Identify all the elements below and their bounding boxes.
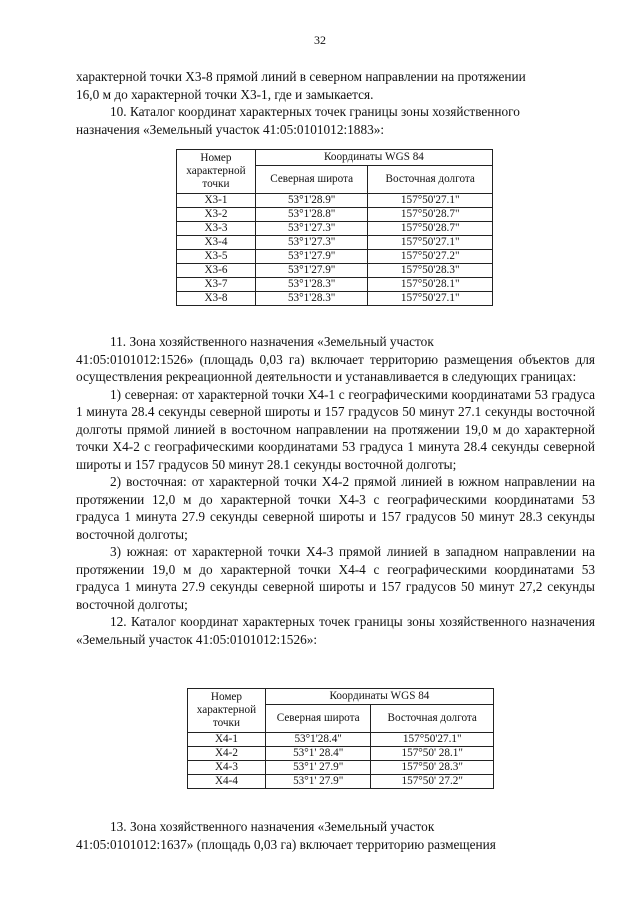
- column-header-lat: Северная широта: [255, 166, 368, 194]
- table-cell: 53°1' 28.4": [265, 747, 371, 761]
- table-cell: 53°1' 27.9": [265, 761, 371, 775]
- paragraph-11-line: 11. Зона хозяйственного назначения «Земельный участок: [110, 334, 434, 349]
- table-cell: 53°1'27.9": [255, 264, 368, 278]
- table-cell: 53°1'28.3": [255, 292, 368, 306]
- table-cell: 157°50'28.7": [368, 208, 493, 222]
- paragraph-12: 12. Каталог координат характерных точек границы зоны хозяйственного назначения «Земельный участок 41:05:0101012:1526»:: [76, 614, 595, 647]
- text-block-3: [76, 818, 595, 853]
- column-header-lon: Восточная долгота: [368, 166, 493, 194]
- table-cell: 53°1'28.4": [265, 733, 371, 747]
- column-header-lon: Восточная долгота: [371, 705, 494, 733]
- column-header-number: Номер характерной точки: [188, 689, 266, 733]
- table-row: [177, 222, 493, 236]
- column-header-group: Координаты WGS 84: [265, 689, 493, 705]
- table-cell: 157°50'27.1": [368, 236, 493, 250]
- table-cell: 53°1'28.9": [255, 194, 368, 208]
- table-row: [177, 264, 493, 278]
- table-row: [188, 747, 494, 761]
- table-cell: Х4-3: [188, 761, 266, 775]
- table-row: [177, 236, 493, 250]
- table-cell: 157°50'27.2": [368, 250, 493, 264]
- paragraph-10-line: назначения «Земельный участок 41:05:0101012:1883»:: [76, 121, 385, 137]
- border-south: 3) южная: от характерной точки Х4-3 прямой линией в западном направлении на протяжении 19,0 м до характерной точки Х4-4 с географическими координатами 53 градуса 1 минута 27.9 секунды северной широты и 157 градусов 50 минут 27,2 секунды восточной долготы;: [76, 544, 595, 612]
- table-row: [177, 250, 493, 264]
- paragraph-11: 41:05:0101012:1526» (площадь 0,03 га) включает территорию размещения объектов для осуществления рекреационной деятельности и устанавливается в следующих границах:: [76, 351, 595, 384]
- table-cell: 157°50'27.1": [371, 733, 494, 747]
- coordinates-table-1: [176, 149, 493, 306]
- page-number: 32: [314, 33, 326, 47]
- column-header-number: Номер характерной точки: [177, 150, 256, 194]
- paragraph-10-line: 10. Каталог координат характерных точек границы зоны хозяйственного: [110, 104, 520, 119]
- text-line: характерной точки Х3-8 прямой линий в северном направлении на протяжении: [76, 69, 526, 84]
- paragraph-13-line: 41:05:0101012:1637» (площадь 0,03 га) включает территорию размещения: [76, 836, 496, 852]
- table-row: [177, 194, 493, 208]
- table-cell: 157°50' 28.3": [371, 761, 494, 775]
- table-cell: 53°1'27.9": [255, 250, 368, 264]
- border-north: 1) северная: от характерной точки Х4-1 с географическими координатами 53 градуса 1 минута 28.4 секунды северной широты и 157 градусов 50 минут 27.1 секунды восточной долготы прямой линией в восточном направлении на протяжении 19,0 м до характерной точки Х4-2 с географическими координатами 53 градуса 1 минута 28.4 секунды северной широты и 157 градусов 50 минут 28.1 секунды восточной долготы;: [76, 386, 595, 472]
- table-cell: 157°50' 27.2": [371, 775, 494, 789]
- table-cell: Х3-5: [177, 250, 256, 264]
- table-cell: Х3-6: [177, 264, 256, 278]
- table-row: [177, 208, 493, 222]
- table-cell: 157°50'27.1": [368, 292, 493, 306]
- paragraph-13-line: 13. Зона хозяйственного назначения «Земельный участок: [110, 819, 435, 834]
- table-cell: Х3-3: [177, 222, 256, 236]
- table-cell: 53°1'27.3": [255, 236, 368, 250]
- table-cell: 53°1'28.3": [255, 278, 368, 292]
- table-cell: 157°50'27.1": [368, 194, 493, 208]
- table-cell: 53°1'28.8": [255, 208, 368, 222]
- table-cell: 157°50'28.7": [368, 222, 493, 236]
- table-row: [177, 292, 493, 306]
- table-cell: Х4-1: [188, 733, 266, 747]
- text-block-1: [76, 68, 595, 138]
- table-cell: Х3-7: [177, 278, 256, 292]
- table-cell: 53°1'27.3": [255, 222, 368, 236]
- table-row: [177, 278, 493, 292]
- table-cell: 157°50'28.1": [368, 278, 493, 292]
- table-cell: Х3-8: [177, 292, 256, 306]
- table-cell: 157°50' 28.1": [371, 747, 494, 761]
- table-cell: 53°1' 27.9": [265, 775, 371, 789]
- text-line: 16,0 м до характерной точки Х3-1, где и замыкается.: [76, 86, 374, 102]
- table-cell: Х4-2: [188, 747, 266, 761]
- table-cell: Х3-2: [177, 208, 256, 222]
- text-block-2: [76, 333, 595, 648]
- table-cell: Х3-1: [177, 194, 256, 208]
- column-header-group: Координаты WGS 84: [255, 150, 492, 166]
- table-cell: Х4-4: [188, 775, 266, 789]
- column-header-lat: Северная широта: [265, 705, 371, 733]
- border-east: 2) восточная: от характерной точки Х4-2 прямой линией в южном направлении на протяжении 12,0 м до характерной точки Х4-3 с географическими координатами 53 градуса 1 минута 27.9 секунды северной широты и 157 градусов 50 минут 28.3 секунды восточной долготы;: [76, 474, 595, 542]
- table-row: [188, 761, 494, 775]
- coordinates-table-2: [187, 688, 494, 789]
- table-cell: Х3-4: [177, 236, 256, 250]
- table-row: [188, 775, 494, 789]
- table-cell: 157°50'28.3": [368, 264, 493, 278]
- table-row: [188, 733, 494, 747]
